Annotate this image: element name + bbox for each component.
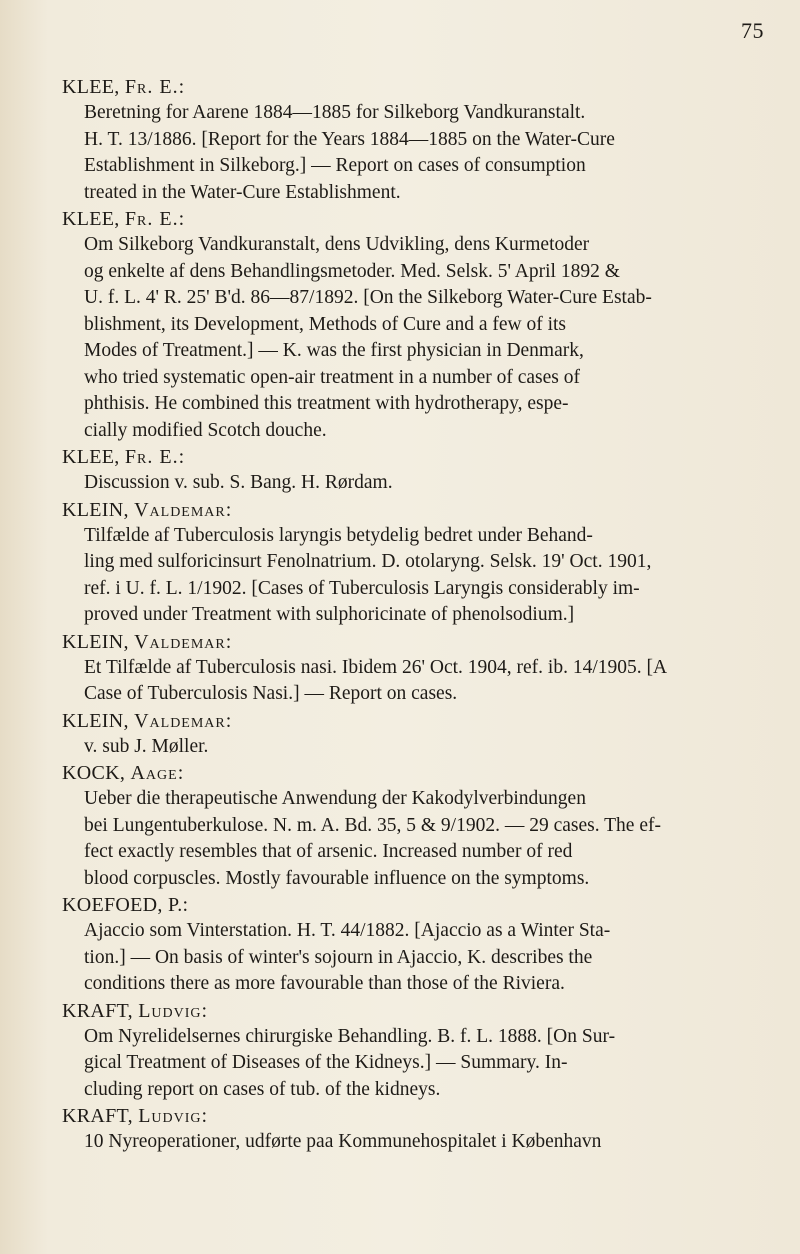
author-surname: KRAFT, (62, 1105, 139, 1127)
author-given-name: Fr. E.: (124, 208, 186, 230)
author-surname: KLEE, (62, 446, 125, 468)
entry-body (84, 655, 762, 708)
bibliography-entry (62, 444, 762, 497)
entry-author (62, 497, 762, 523)
entry-body (84, 100, 762, 206)
entry-line: who tried systematic open-air treatment in a number of cases of (84, 366, 580, 388)
entry-line: fect exactly resembles that of arsenic. Increased number of red (84, 841, 573, 862)
entry-body (84, 918, 762, 998)
entry-line: Tilfælde af Tuberculosis laryngis betydelig bedret under Behand- (84, 524, 593, 546)
entry-body (84, 1024, 762, 1104)
entry-body (84, 786, 762, 892)
entry-line: Establishment in Silkeborg.] — Report on cases of consumption (84, 155, 586, 176)
author-given-name: Ludvig: (138, 999, 209, 1022)
page-number: 75 (741, 18, 764, 43)
author-surname: KLEIN, (62, 709, 135, 732)
bibliography-entry (62, 74, 762, 206)
author-surname: KLEIN, (62, 498, 135, 521)
entry-author (62, 1103, 762, 1129)
entry-line: blood corpuscles. Mostly favourable influence on the symptoms. (84, 867, 590, 889)
entry-author (62, 74, 762, 100)
bibliography-entry (62, 760, 762, 892)
author-surname: KOCK, (62, 762, 131, 784)
entry-line: 10 Nyreoperationer, udførte paa Kommunehospitalet i København (84, 1131, 602, 1152)
bibliography-entry (62, 1103, 762, 1156)
entry-author (62, 206, 762, 232)
bibliography-entry (62, 629, 762, 708)
entry-author (62, 444, 762, 470)
entry-line: Modes of Treatment.] — K. was the first physician in Denmark, (84, 340, 584, 361)
entry-line: conditions there as more favourable than those of the Riviera. (84, 973, 565, 994)
bibliography-entries (62, 74, 762, 1156)
entry-line: Ajaccio som Vinterstation. H. T. 44/1882. [Ajaccio as a Winter Sta- (84, 920, 611, 941)
entry-line: v. sub J. Møller. (84, 735, 209, 757)
author-surname: KLEIN, (62, 630, 135, 653)
author-surname: KOEFOED, P.: (62, 894, 189, 916)
entry-line: tion.] — On basis of winter's sojourn in Ajaccio, K. describes the (84, 946, 593, 968)
entry-line: phthisis. He combined this treatment with hydrotherapy, espe- (84, 393, 569, 414)
entry-author (62, 760, 762, 786)
entry-line: ling med sulforicinsurt Fenolnatrium. D. otolaryng. Selsk. 19' Oct. 1901, (84, 551, 652, 572)
entry-line: H. T. 13/1886. [Report for the Years 1884—1885 on the Water-Cure (84, 128, 615, 150)
entry-author (62, 998, 762, 1024)
author-given-name: Aage: (130, 762, 185, 784)
entry-line: cially modified Scotch douche. (84, 419, 327, 441)
entry-line: Et Tilfælde af Tuberculosis nasi. Ibidem 26' Oct. 1904, ref. ib. 14/1905. [A (84, 656, 668, 678)
entry-line: Beretning for Aarene 1884—1885 for Silkeborg Vandkuranstalt. (84, 102, 586, 123)
entry-body (84, 470, 762, 497)
entry-body (84, 734, 762, 761)
entry-author (62, 629, 762, 655)
entry-line: Ueber die therapeutische Anwendung der Kakodylverbindungen (84, 788, 586, 809)
author-given-name: Fr. E.: (124, 446, 186, 468)
bibliography-entry (62, 497, 762, 629)
entry-line: bei Lungentuberkulose. N. m. A. Bd. 35, 5 & 9/1902. — 29 cases. The ef- (84, 814, 661, 836)
author-given-name: Valdemar: (134, 630, 233, 653)
entry-line: Case of Tuberculosis Nasi.] — Report on cases. (84, 683, 458, 704)
entry-author (62, 708, 762, 734)
entry-line: proved under Treatment with sulphoricinate of phenolsodium.] (84, 604, 575, 625)
entry-body (84, 523, 762, 629)
author-given-name: Ludvig: (138, 1105, 209, 1127)
bibliography-entry (62, 206, 762, 444)
author-given-name: Fr. E.: (124, 76, 186, 98)
entry-line: Om Nyrelidelsernes chirurgiske Behandling. B. f. L. 1888. [On Sur- (84, 1025, 616, 1047)
bibliography-entry (62, 708, 762, 761)
entry-line: treated in the Water-Cure Establishment. (84, 181, 401, 203)
entry-line: gical Treatment of Diseases of the Kidneys.] — Summary. In- (84, 1052, 568, 1073)
entry-line: Om Silkeborg Vandkuranstalt, dens Udvikling, dens Kurmetoder (84, 234, 590, 255)
entry-body (84, 232, 762, 444)
entry-author (62, 892, 762, 918)
entry-line: cluding report on cases of tub. of the kidneys. (84, 1078, 441, 1100)
author-surname: KLEE, (62, 208, 125, 230)
bibliography-entry (62, 998, 762, 1104)
entry-line: Discussion v. sub. S. Bang. H. Rørdam. (84, 472, 393, 493)
entry-line: og enkelte af dens Behandlingsmetoder. Med. Selsk. 5' April 1892 & (84, 260, 620, 282)
entry-line: blishment, its Development, Methods of Cure and a few of its (84, 313, 566, 335)
author-given-name: Valdemar: (134, 709, 233, 732)
entry-line: ref. i U. f. L. 1/1902. [Cases of Tuberculosis Laryngis considerably im- (84, 577, 640, 599)
entry-line: U. f. L. 4' R. 25' B'd. 86—87/1892. [On the Silkeborg Water-Cure Estab- (84, 287, 652, 308)
author-given-name: Valdemar: (134, 498, 233, 521)
bibliography-entry (62, 892, 762, 998)
entry-body (84, 1129, 762, 1156)
author-surname: KRAFT, (62, 999, 139, 1022)
author-surname: KLEE, (62, 76, 125, 98)
